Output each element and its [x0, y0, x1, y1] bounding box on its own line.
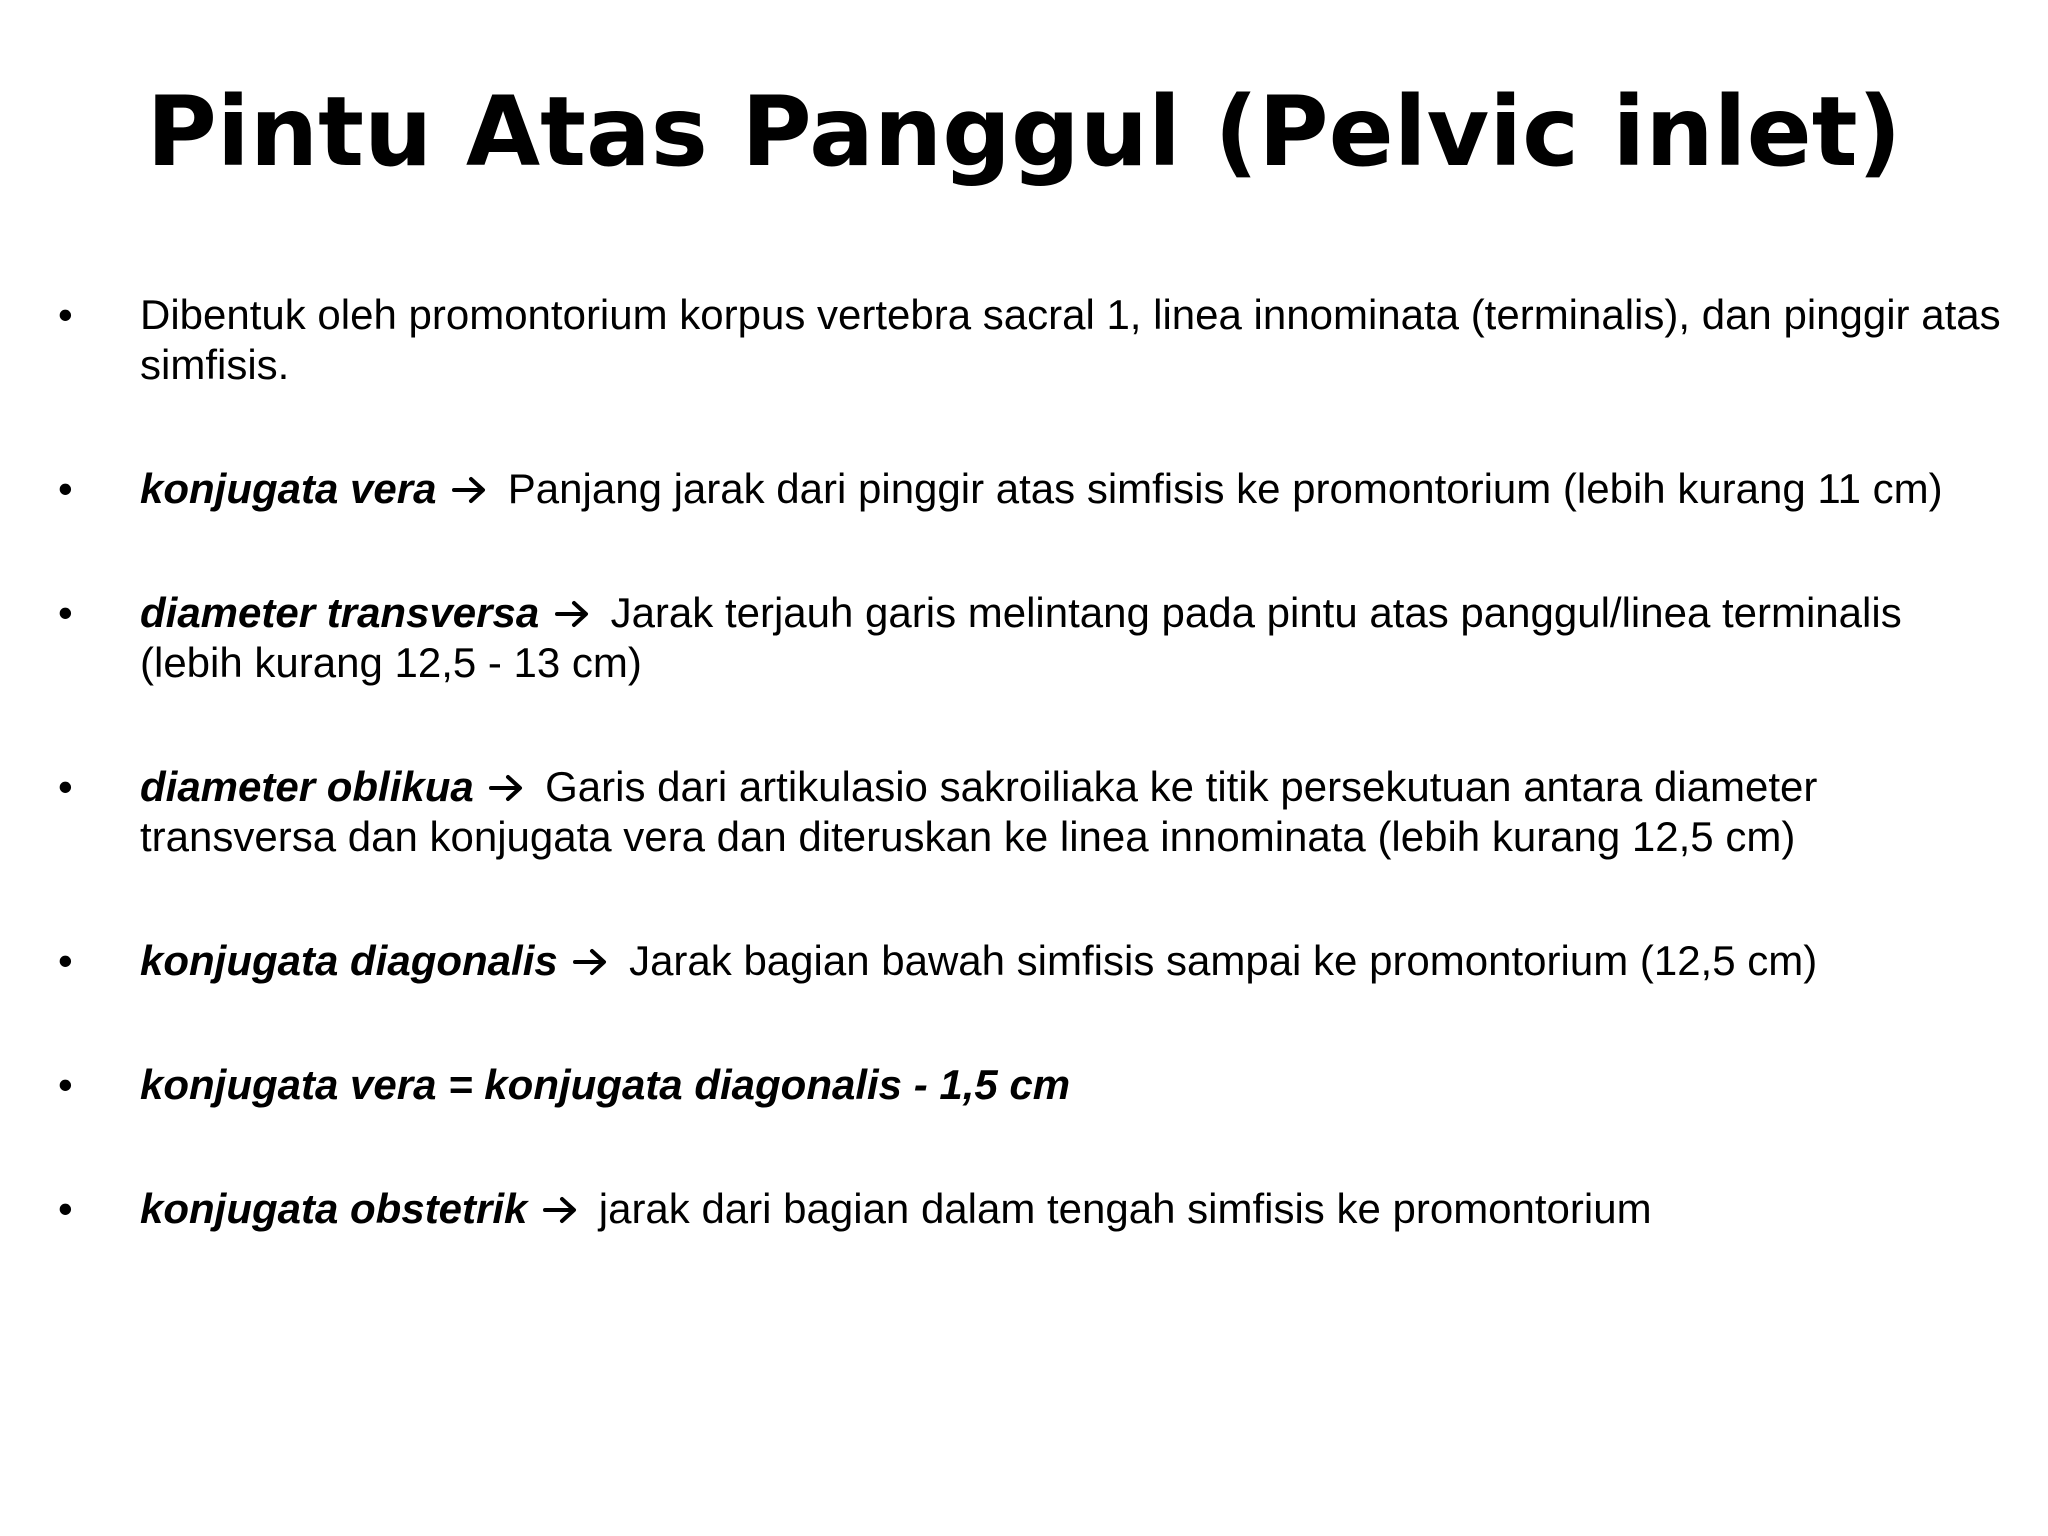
arrow-right-icon: [489, 762, 525, 812]
bullet-term: konjugata obstetrik: [140, 1185, 528, 1232]
bullet-item: [0, 762, 2048, 862]
bullet-list: [0, 290, 2048, 1308]
bullet-text: Jarak terjauh garis melintang pada pintu atas panggul/linea terminalis (lebih kurang 12,5 - 13 cm): [140, 589, 1902, 686]
bullet-text: jarak dari bagian dalam tengah simfisis ke promontorium: [598, 1185, 1652, 1232]
arrow-right-icon: [573, 936, 609, 986]
slide-title: Pintu Atas Panggul (Pelvic inlet): [146, 76, 1902, 188]
bullet-formula: konjugata vera = konjugata diagonalis - 1,5 cm: [140, 1061, 1071, 1108]
bullet-item: [0, 1060, 2048, 1110]
bullet-item: [0, 588, 2048, 688]
bullet-dot: •: [58, 1061, 73, 1108]
bullet-dot: •: [58, 465, 73, 512]
bullet-term: diameter oblikua: [140, 763, 474, 810]
bullet-dot: •: [58, 589, 73, 636]
bullet-term: konjugata diagonalis: [140, 937, 558, 984]
bullet-item: [0, 936, 2048, 986]
arrow-right-icon: [555, 588, 591, 638]
bullet-dot: •: [58, 763, 73, 810]
bullet-text: Garis dari artikulasio sakroiliaka ke titik persekutuan antara diameter transversa dan konjugata vera dan diteruskan ke linea innominata (lebih kurang 12,5 cm): [140, 763, 1818, 860]
arrow-right-icon: [452, 464, 488, 514]
bullet-term: diameter transversa: [140, 589, 540, 636]
bullet-text: Jarak bagian bawah simfisis sampai ke promontorium (12,5 cm): [629, 937, 1818, 984]
bullet-dot: •: [58, 291, 73, 338]
bullet-item: [0, 464, 2048, 514]
bullet-dot: •: [58, 937, 73, 984]
bullet-term: konjugata vera: [140, 465, 437, 512]
bullet-text: Dibentuk oleh promontorium korpus vertebra sacral 1, linea innominata (terminalis), dan pinggir atas simfisis.: [140, 291, 2001, 388]
bullet-item: [0, 1184, 2048, 1234]
bullet-text: Panjang jarak dari pinggir atas simfisis ke promontorium (lebih kurang 11 cm): [507, 465, 1943, 512]
arrow-right-icon: [543, 1184, 579, 1234]
bullet-dot: •: [58, 1185, 73, 1232]
bullet-item: [0, 290, 2048, 390]
